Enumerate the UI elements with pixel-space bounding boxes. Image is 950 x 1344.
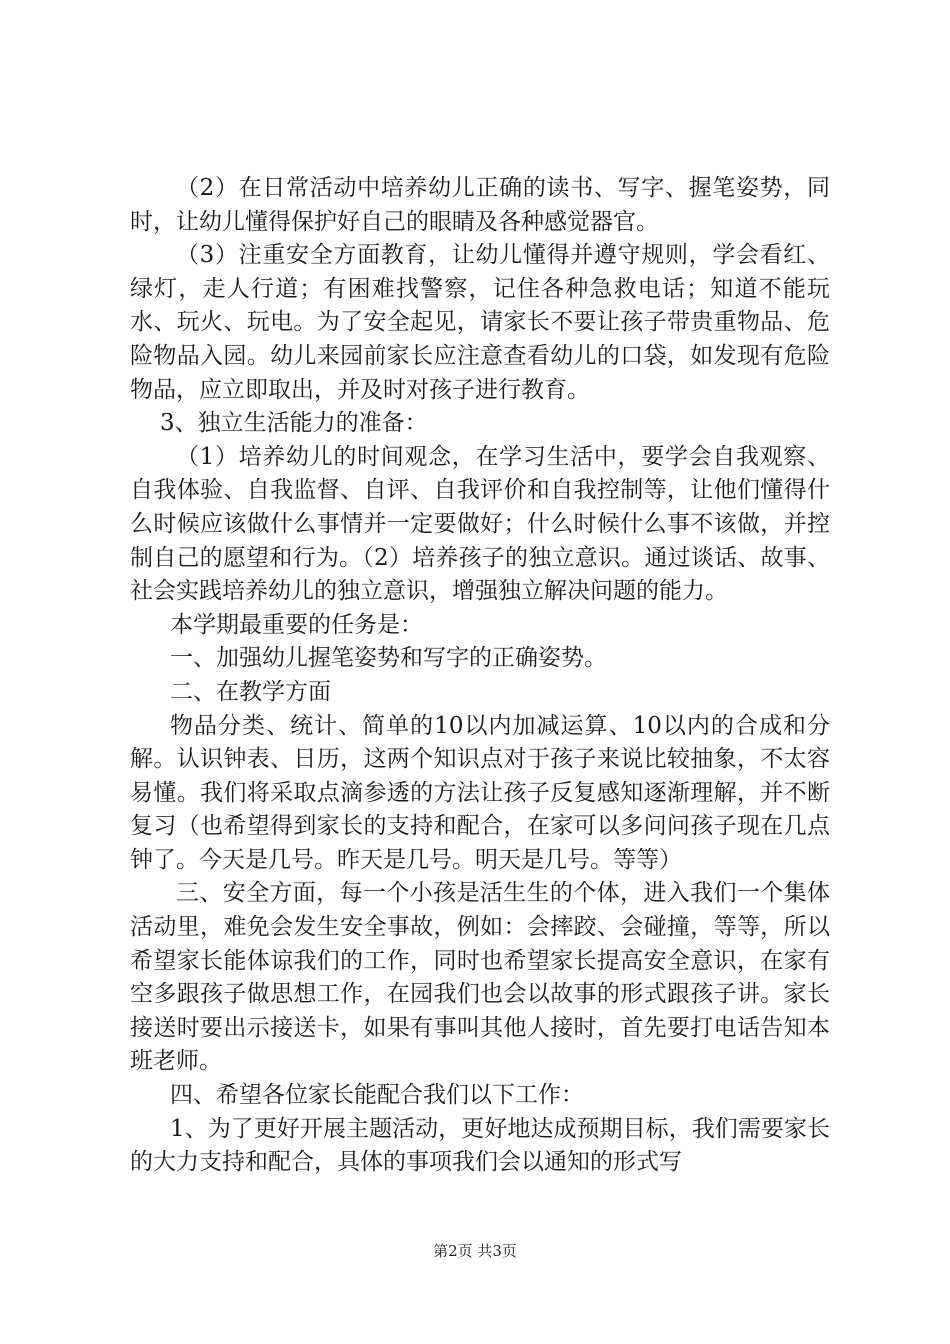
paragraph-theme-activity: 1、为了更好开展主题活动，更好地达成预期目标，我们需要家长的大力支持和配合，具体的事项我们会以通知的形式写 [130, 1115, 830, 1176]
paragraph-safety-section: 三、安全方面，每一个小孩是活生生的个体，进入我们一个集体活动里，难免会发生安全事故，例如：会摔跤、会碰撞，等等，所以希望家长能体谅我们的工作，同时也希望家长提高安全意识，在家有空多跟孩子做思想工作，在园我们也会以故事的形式跟孩子讲。家长接送时要出示接送卡，如果有事叫其他人接时，首先要打电话告知本班老师。 [130, 880, 830, 1075]
paragraph-eye-care: （2）在日常活动中培养幼儿正确的读书、写字、握笔姿势，同时，让幼儿懂得保护好自己的眼睛及各种感觉器官。 [130, 175, 830, 235]
paragraph-time-concept: （1）培养幼儿的时间观念，在学习生活中，要学会自我观察、自我体验、自我监督、自评、自我评价和自我控制等，让他们懂得什么时候应该做什么事情并一定要做好；什么时候什么事不该做，并控制自己的愿望和行为。（2）培养孩子的独立意识。通过谈话、故事、社会实践培养幼儿的独立意识，增强独立解决问题的能力。 [130, 443, 830, 605]
paragraph-task-one: 一、加强幼儿握笔姿势和写字的正确姿势。 [170, 645, 607, 672]
paragraph-safety-education: （3）注重安全方面教育，让幼儿懂得并遵守规则，学会看红、绿灯，走人行道；有困难找警察，记住各种急救电话；知道不能玩水、玩火、玩电。为了安全起见，请家长不要让孩子带贵重物品、危险物品入园。幼儿来园前家长应注意查看幼儿的口袋，如发现有危险物品，应立即取出，并及时对孩子进行教育。 [130, 242, 830, 403]
document-body [130, 172, 830, 1180]
paragraph-key-tasks-heading: 本学期最重要的任务是： [170, 611, 423, 638]
paragraph-teaching-content: 物品分类、统计、简单的10以内加减运算、10以内的合成和分解。认识钟表、日历，这两个知识点对于孩子来说比较抽象，不太容易懂。我们将采取点滴参透的方法让孩子反复感知逐渐理解，并不断复习（也希望得到家长的支持和配合，在家可以多问问孩子现在几点钟了。今天是几号。昨天是几号。明天是几号。等等） [130, 712, 830, 873]
paragraph-independence-heading: 3、独立生活能力的准备： [160, 410, 428, 437]
paragraph-task-two-heading: 二、在教学方面 [170, 678, 331, 705]
paragraph-parent-cooperation-heading: 四、希望各位家长能配合我们以下工作： [170, 1082, 584, 1109]
page-number-footer: 第2页 共3页 [433, 1242, 517, 1260]
